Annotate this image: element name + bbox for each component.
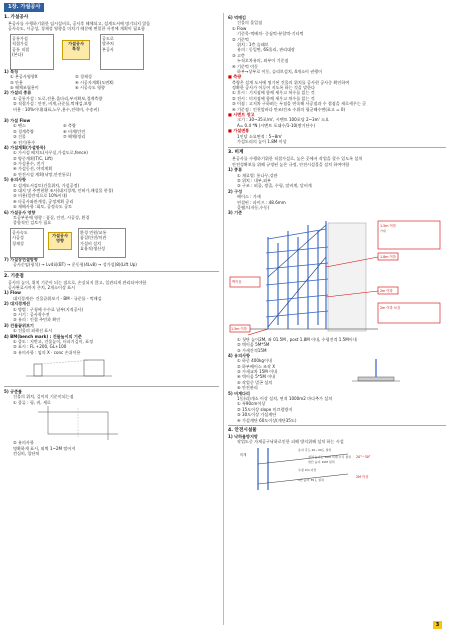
list-item: ⑤ 재해사항 :회토, 공정속도 공토: [13, 204, 73, 210]
section-2-title: 2. 기준점: [4, 273, 24, 279]
list-item: 작업도중 자재공구낙하로인한 피해 방지위해 설치 하는 시설: [237, 439, 344, 445]
page: [4, 3, 446, 633]
diagram-text: 본공사: [102, 46, 114, 52]
list-item: ⑥ 안전관리: [237, 385, 258, 391]
list-item: ① 재료별: 통나무,강관: [237, 172, 278, 178]
diagram-text: 공통 직접: [12, 46, 30, 52]
right-column: [228, 15, 446, 490]
list-item: 건물의 위치, 깊이의 기준이되는점: [13, 394, 74, 400]
list-item: 견실히, 입단처: [13, 451, 40, 457]
list-item: ③ 가새간격15M: [237, 347, 267, 353]
list-item: ⑤ 안전시설 계획(낙망,안전통로): [13, 171, 72, 177]
bench-mark-sketch: [24, 356, 114, 382]
net-label: 2M 이상: [356, 474, 369, 479]
net-label: 20°~30°: [356, 454, 371, 459]
diagram-text: 가설비 설치: [80, 240, 102, 246]
list-item: ⑥ 시공속도 영향: [75, 85, 105, 91]
list-item: 위치 : 1층 슬래브: [237, 41, 269, 47]
list-item: ① 펜스: [13, 123, 26, 129]
intro-line: 안전성확보를 위해 규정된 높은 규정, 안전시설물을 설치 하여야함: [232, 161, 350, 167]
features-diagram: [10, 34, 219, 68]
intro-line: 공사속도, 시공성, 경제성 영향을 미치기 때문에 면밀한 사전에 계획이 필요함: [8, 26, 145, 32]
list-item: 대지경계선- 건물끝위보기 - BM - 규준틀 - 먹매김: [13, 295, 102, 301]
flow-list: [4, 123, 113, 145]
impact-diagram: [10, 228, 219, 256]
list-item: ② 대지 및 주변현황 조사(대지경계, 인허가,매설물 현경): [13, 188, 114, 194]
subsection-title: 4) 가설계획(가설항목): [4, 144, 46, 150]
list-item: ① 방법 : 구청에 수수료 납부(지적공사): [13, 306, 84, 312]
list-item: ⑦ 해체/정리: [63, 134, 86, 140]
list-item: ① 공통가설 : 도로,전용.울타리,부지확보,경계측량: [13, 95, 103, 101]
subsection-title: 5) 규준틀: [4, 389, 23, 395]
subsection-title: 1) 특징: [4, 68, 19, 74]
list-item: ④ 기준점 : 인천앞바다 만조/간조 수위의 평균해수면(표고 = 0): [232, 106, 346, 112]
net-label: 비계: [240, 452, 247, 457]
list-item: ③ 가설용수, 전기: [13, 161, 45, 167]
subsection-title: 6) 먹매김: [228, 15, 247, 20]
diagram-text: 공사속도: [12, 229, 28, 235]
diagram-text: 공통가설: [12, 35, 28, 41]
features-list: [4, 74, 140, 90]
list-item: ① 하중 400kg이내: [237, 358, 272, 364]
subsection-title: 5) 유의사항: [4, 177, 26, 183]
list-item: 1인당 소요면적 : 5~8m': [237, 133, 283, 139]
list-item: ② 하부베이스 조작 X: [237, 363, 276, 369]
list-item: ③ 유의 : 인접 주민과 확인: [13, 317, 61, 323]
list-item: ① 본공사영향X: [10, 74, 38, 80]
list-item: ① 건물의 외곽선 표시: [13, 328, 53, 334]
list-item: ③ 비용(일반적으로 10%이내): [13, 193, 68, 199]
scaffold-label-base: 1.5m 이하: [380, 223, 396, 228]
list-item: ⑤ 측량: [63, 123, 76, 129]
intro-line: 공사의 높이, 위치 기준이 되는 점으로, 손실되지 않고, 일관되게 관리되어야함: [8, 279, 147, 285]
list-item: A= 0.4 *N (시멘트 포대수/1-10(쌓기단수): [237, 122, 316, 128]
scaffold-label-height: 2m 이하: [380, 288, 393, 293]
list-item: ② 벽이음 5M*5M: [237, 342, 270, 348]
toilet-title: ■ 가설변통: [228, 128, 250, 134]
scaffold-label-top: 2m 이하 보강: [380, 305, 401, 310]
subsection-title: 3) 기준: [228, 210, 243, 216]
list-item: 기준목-먹배치- 중심먹-분할먹-기타먹: [237, 31, 304, 37]
subsection-title: 5) 비계다리: [228, 390, 250, 396]
list-item: ① 설계도서검토(건물위치, 가설공정): [13, 182, 80, 188]
list-item: 크기 : 30~35포/m', 시멘트 100포당 2~3m' 소요: [237, 117, 329, 123]
list-item: ② 표시 : FL +200, GL+100: [13, 344, 67, 350]
list-item: ② 경제성: [75, 74, 92, 80]
list-item: 누직오차유의, 외부이 기준점: [237, 58, 289, 64]
list-item: ⑥ 비계/안전: [63, 128, 86, 134]
diagram-center-box: 가설공사 특징: [62, 40, 90, 60]
list-item: 비용 : 10%이내(대표,노무,용수,전력비, 수송비): [13, 106, 100, 112]
list-item: ⑤ 작업중 멀곤 설치: [237, 379, 273, 385]
list-item: ② 15도이상 slope 미끄럼방지: [237, 406, 293, 412]
diagram-right-box: [78, 228, 126, 258]
list-item: ③ 안용: [10, 79, 23, 85]
list-item: ④ 전기/용수: [13, 139, 36, 145]
scaffold-drawing: [228, 217, 443, 337]
scaffold-label-spacing: 1.8m 이하: [380, 254, 396, 259]
diagram-left-box: [10, 34, 54, 70]
subsection-title: 3) 가설 Flow: [4, 117, 31, 123]
net-label: 설치 높이는 10M 이내 수직 설치: [308, 454, 352, 459]
list-item: ③ 이점 : 고저차 구하려는 두점을 연속해 사공점과 수 접점을 새로세우는 곳: [232, 101, 367, 107]
list-item: ① 가시설 배치도(사무실,가설도로,fence): [13, 150, 88, 156]
diagram-left-box: [10, 228, 44, 258]
list-item: 유의 : 동일면, 6S올리, 관리대장: [237, 47, 295, 53]
list-item: ① 종류 : 평, 귀, 세로: [13, 399, 51, 405]
list-item: 1동(리)개소 이상 설치, 연적 1000m2 마다추가 설치: [237, 396, 333, 402]
subsection-title: 2) 가설의 종류: [4, 90, 32, 96]
subsection-title: 2) 구성: [228, 188, 243, 194]
list-item: ③ 30도이상 가설계단: [237, 412, 277, 418]
diagram-text: 경제성: [12, 240, 24, 246]
diagram-text: 발주처: [102, 41, 114, 47]
list-item: 하부→상부로 이동, 슬리브설치, 4개소이 권행이: [237, 68, 323, 74]
subsection-title: 6) 가설공사 영향: [4, 209, 36, 215]
diagram-text: 효율적/생산성: [80, 245, 106, 251]
chapter-title: 1장. 가설공사: [4, 3, 44, 12]
list-item: ③ 구조 : 외줄, 쌍줄, 수평, 말비계, 달비계: [237, 183, 312, 189]
net-label: 수평 2m 이상: [298, 467, 317, 472]
diagram-text: 공도로: [102, 35, 114, 41]
list-item: ④ 가설계단 60도이상(계단35도): [237, 417, 297, 423]
intro-line: 본공사를 수행하기위한 직접가설로, 높은 곳에서 작업을 할수 있도록 설치: [232, 156, 363, 162]
net-label: 첫단 높이 10M 설치: [308, 459, 335, 464]
list-item: ③ 고층: [232, 52, 245, 58]
cement-title: ■ 시멘트 창고: [228, 112, 255, 118]
net-label: 1단 높이 35도 설치: [298, 477, 324, 482]
diagram-text: 환경 민원/교통: [80, 229, 107, 235]
list-item: ④ 벽이음 5*5M 이내: [237, 374, 276, 380]
list-item: ② 전시 : 미지점에 함께 세우고 처수를 읽는 것: [232, 95, 315, 101]
list-item: ② 위치 : 내부,외부: [237, 178, 271, 183]
list-item: ④ 타공사와관계성, 공정계획 공리: [13, 198, 74, 204]
list-item: 정확한 공사가 이루어 지도록 하는 것을 말한다: [232, 85, 315, 91]
list-item: ⑤ 해체조립용이: [10, 85, 39, 91]
scaffold-label-height2: 1.5m 이하: [231, 326, 247, 331]
subsection-title: 1) 종류: [228, 167, 243, 173]
safety-net-drawing: [238, 446, 428, 490]
subsection-title: 4) BM(bench mark) : 건물높이의 기준: [4, 333, 82, 339]
list-item: ④ 시공자계획(도면X): [75, 79, 114, 85]
page-number: 3: [433, 621, 442, 629]
subsection-title: 7) 가설장연결방향: [4, 256, 38, 262]
list-item: ① 종도 : 지반고, 건물높이, 터파기깊이, 표정: [13, 338, 94, 344]
column-divider: [223, 13, 224, 625]
list-item: ① 후시 : 기지점에 함께 세우고 처수를 읽는 것: [232, 90, 315, 96]
subsection-title: 1) Flow: [4, 290, 21, 296]
list-item: ② 직접가설 : 안전, 비계,규준틀,먹매김,보양: [13, 101, 92, 107]
diagram-text: 시공성: [12, 235, 24, 241]
list-item: ③ 건물: [13, 134, 26, 140]
diagram-text: 직접가설: [12, 41, 28, 47]
scaffold-label-tie: 벽이음: [232, 279, 242, 284]
list-item: 연결핀 : 파이프 : 48.6mm: [237, 199, 286, 205]
left-column: [4, 15, 219, 456]
list-item: 명확하게 표시, 외벽 1~2M 떨어져: [13, 445, 76, 451]
list-item: ② 양중계획(T/C, Lift): [13, 155, 53, 161]
list-item: ② 시기 : 공사착수전: [13, 311, 50, 317]
list-item: ① Flow: [232, 25, 247, 31]
list-item: ② 기준먹: [232, 36, 249, 42]
diagram-right-box: [100, 34, 144, 70]
list-item: 종합적인 검토가 필요: [13, 220, 52, 226]
subsection-title: 2) 대지경계선: [4, 301, 30, 307]
list-item: ③ 유의사항 : 임의 X · conc 손쉬이용: [13, 349, 81, 355]
scaffold-label-brace: 가새: [380, 228, 386, 233]
list-item: ④ 가설동선, 야적계획: [13, 166, 53, 172]
list-item: 공사순임(평석) → Lv4회(BT) → 운동형(4Lv8) → 성가설(8)(Lift Up): [13, 262, 137, 268]
subsection-title: 4) 유의사항: [228, 352, 250, 358]
intro-line: 공사완료시까지 존치, 2개소이상 표시: [8, 285, 76, 291]
net-label: 유지 각도 20~30도 설치: [298, 447, 332, 452]
list-item: ④ 기준먹 이동: [232, 63, 259, 69]
diagram-text: (본다): [12, 52, 24, 58]
list-item: ② 경계측량: [13, 128, 34, 134]
intro-line: 본공사를 수행하기위한 임시설비로, 공사후 해체되고, 설계도서에 명기되지 않음: [8, 21, 151, 27]
subsection-title: 1) 낙하물방지망: [228, 434, 258, 440]
list-item: ③ 가새교차 15M 이내: [237, 369, 278, 375]
section-3-title: 3. 비계: [228, 150, 244, 156]
scaffold-base-sketch: [348, 357, 404, 387]
list-item: 토공부분에 영향 : 품질, 안전, 시공성, 환경: [13, 215, 90, 220]
list-item: 클램프(자동,수동): [237, 204, 270, 210]
section-1-title: 1. 가설공사: [4, 15, 29, 20]
diagram-center-box: 가설공사 영향: [48, 232, 72, 250]
diagram-text: 품질/안전/미관: [80, 235, 107, 241]
list-item: ① 첫단 높이2M, 좌 01.5M , post 1.8M 이내, 수평진격 1.5M이내: [237, 336, 357, 342]
batter-board-sketch: [18, 406, 138, 440]
list-item: 가설도리의 높이 1.8M 이상: [237, 138, 287, 144]
subsection-title: 3) 건물끝위보기: [4, 322, 34, 328]
list-item: 베이스 : 가새: [237, 194, 261, 200]
survey-title: ■ 측량: [228, 74, 242, 80]
list-item: ① 폭90cm이상: [237, 401, 266, 407]
list-item: ② 유의사항: [13, 440, 34, 446]
list-item: 측량은 설계 도서에 명기된 건물의 위치를 공사현 공사중 확인하여: [232, 79, 350, 85]
list-item: 건물의 물일점: [237, 20, 263, 26]
section-4-title: 4. 안전시설물: [228, 427, 257, 433]
